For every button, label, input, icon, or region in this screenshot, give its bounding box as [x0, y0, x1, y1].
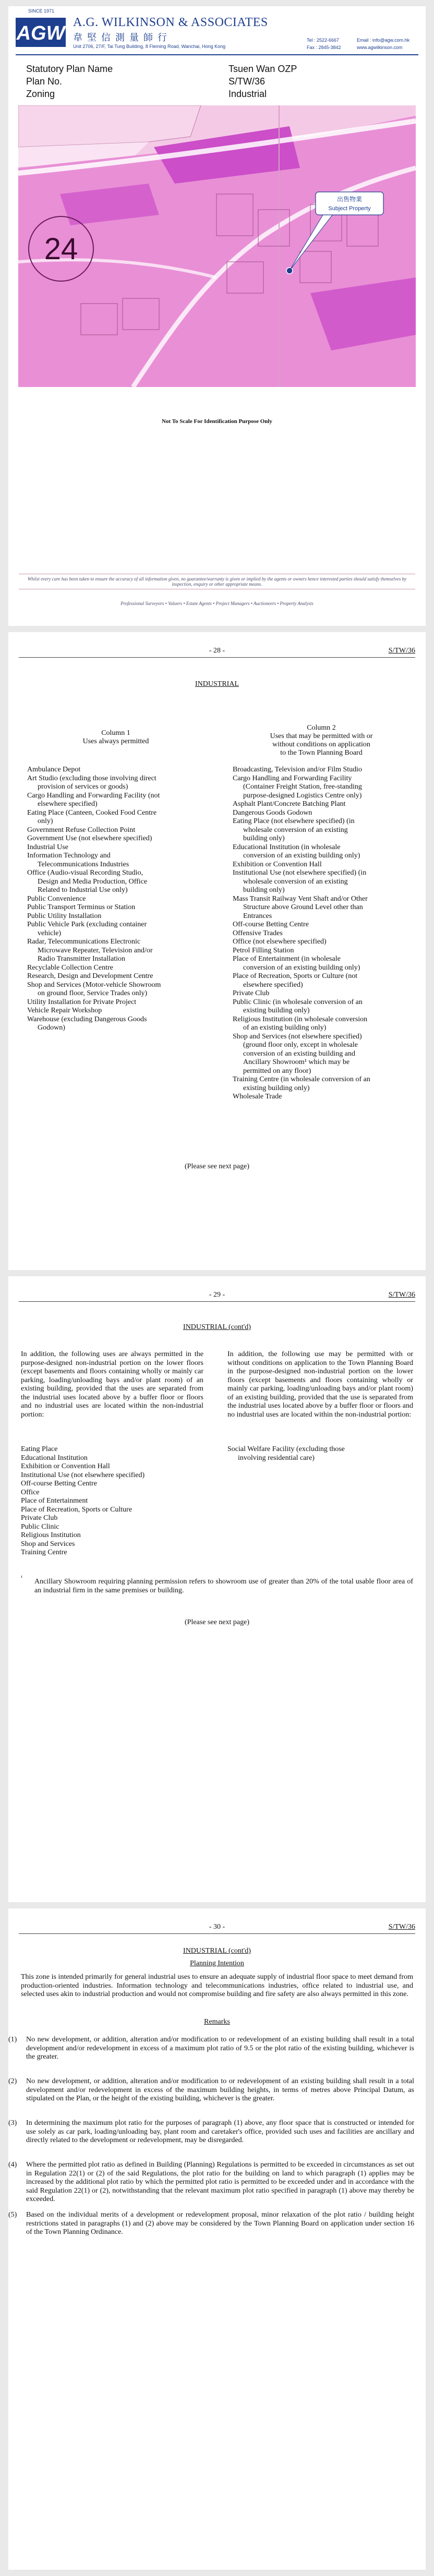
use-item-line: elsewhere specified) [243, 981, 303, 989]
remark-text: Where the permitted plot ratio as defined in Building (Planning) Regulations is permitted to be exceeded in circumstances as set out in Regulation 22(1) or (2) of the said Regulations, the plot ratio for the building on land to which paragraph (1) applies may be increased by the additional plot ratio by which the permitted plot ratio is permitted to be exceeded under and in accordance with the said Regulation 22(1) or (2), notwithstanding that the relevant maximum plot ratio specified in paragraph (1) above may thereby be exceeded. [26, 2161, 414, 2203]
use-item [27, 981, 215, 998]
use-item [27, 835, 215, 843]
plan-no-label: Plan No. [26, 76, 63, 87]
use-item [233, 955, 420, 972]
use-item-line: Shop and Services (not elsewhere specified) [233, 1032, 362, 1041]
use-item [233, 989, 420, 998]
fax: Fax : 2845-3842 [307, 45, 341, 50]
page-number: - 28 - [209, 647, 225, 655]
use-item: Religious Institution [21, 1531, 81, 1539]
use-item-line: Radar, Telecommunications Electronic [27, 938, 141, 946]
footer-services: Professional Surveyors • Valuers • Estate Agents • Project Managers • Auctioneers • Property Analysts [120, 601, 314, 606]
use-item: Private Club [21, 1514, 58, 1522]
use-item: Off-course Betting Centre [21, 1480, 97, 1487]
use-item [27, 775, 215, 792]
use-item [233, 843, 420, 861]
use-item-line: Training Centre (in wholesale conversion of an [233, 1075, 370, 1083]
use-item: Shop and Services [21, 1540, 75, 1548]
disclaimer: Whilst every care has been taken to ensure the accuracy of all information given, no guarantee/warranty is given or implied by the agents or owners hence interested parties should satisfy themselves by inspection, enquiry or other appropriate means. [19, 574, 415, 589]
use-item-line: Design and Media Production, Office [38, 877, 148, 886]
company-name-cn: 韋堅信測量師行 [73, 32, 172, 43]
use-item [27, 938, 215, 964]
use-item-line: existing building only) [243, 1007, 310, 1014]
use-item-line: Industrial Use [27, 843, 68, 851]
use-item-line: Exhibition or Convention Hall [233, 860, 322, 868]
use-item-line: Cargo Handling and Forwarding Facility (not [27, 791, 160, 800]
zone-title: INDUSTRIAL (cont'd) [183, 1947, 251, 1955]
next-page-note: (Please see next page) [185, 1618, 249, 1626]
top-rule [19, 1933, 415, 1934]
use-item [27, 1015, 215, 1033]
zone-title: INDUSTRIAL [195, 680, 239, 688]
zone-title: INDUSTRIAL (cont'd) [183, 1323, 251, 1331]
next-page-note: (Please see next page) [185, 1163, 249, 1170]
use-item-line: (Container Freight Station, free-standing [243, 783, 362, 791]
use-item: Place of Entertainment [21, 1497, 88, 1505]
use-item [233, 869, 420, 895]
use-item-line: Recyclable Collection Centre [27, 963, 113, 972]
zoning-label: Zoning [26, 89, 55, 99]
column1-uses [27, 766, 215, 1033]
use-item-line: of an existing building only) [243, 1024, 327, 1032]
use-item-line: building only) [243, 835, 285, 842]
use-item-line: Ancillary Showroom¹ which may be [243, 1058, 350, 1066]
use-item: Public Clinic [21, 1522, 59, 1531]
use-item-line: Ambulance Depot [27, 766, 81, 773]
ozp-page-30 [8, 1908, 426, 2570]
use-item [233, 766, 420, 775]
use-item-line: Government Use (not elsewhere specified) [27, 835, 152, 842]
use-item-line: Public Vehicle Park (excluding container [27, 921, 147, 928]
remark-number: (5) [8, 2211, 17, 2219]
use-item [233, 929, 420, 938]
website: www.agwilkinson.com [357, 45, 403, 50]
use-item: Eating Place [21, 1445, 58, 1453]
use-item-line: vehicle) [38, 929, 62, 937]
use-item [27, 912, 215, 921]
zoning-map [18, 105, 416, 387]
use-item [233, 800, 420, 809]
use-item [233, 921, 420, 929]
use-item-line: Off-course Betting Centre [233, 921, 309, 928]
use-item-line: Warehouse (excluding Dangerous Goods [27, 1015, 147, 1023]
use-item-line: wholesale conversion of an existing [243, 826, 348, 834]
use-item-line: building only) [243, 886, 285, 894]
use-item-line: Eating Place (Canteen, Cooked Food Centre [27, 808, 157, 817]
use-item-line: Utility Installation for Private Project [27, 998, 137, 1006]
use-item [27, 1007, 215, 1015]
plan-name-row [26, 64, 412, 76]
remark-number: (3) [8, 2119, 17, 2127]
column1-desc: Uses always permitted [82, 737, 149, 745]
use-item-line: Research, Design and Development Centre [27, 972, 153, 980]
use-item-line: Public Transport Terminus or Station [27, 903, 136, 911]
use-item [27, 792, 215, 809]
use-item [233, 1093, 420, 1102]
use-item-line: Institutional Use (not elsewhere specified) (in [233, 869, 367, 877]
remark-3 [8, 2119, 414, 2145]
use-item: Institutional Use (not elsewhere specified) [21, 1471, 145, 1479]
use-item [233, 1075, 420, 1093]
since-label: SINCE 1971 [28, 8, 55, 14]
use-item-line: Structure above Ground Level other than [243, 903, 363, 911]
use-item-line: Place of Recreation, Sports or Culture (not [233, 972, 358, 980]
column1-label: Column 1 [101, 729, 130, 737]
use-item [233, 998, 420, 1015]
use-item-line: Entrances [243, 912, 272, 920]
map-callout-en: Subject Property [328, 205, 371, 212]
use-item-line: Petrol Filling Station [233, 946, 294, 954]
remark-text: In determining the maximum plot ratio for the purposes of paragraph (1) above, any floor space that is constructed or intended for use solely as car park, loading/unloading bay, plant room and caretaker's office, provided such uses and facilities are ancillary and directly related to the development or redevelopment, may be disregarded. [26, 2119, 414, 2144]
use-item-line: Shop and Services (Motor-vehicle Showroom [27, 981, 161, 989]
use-item-line: Public Clinic (in wholesale conversion of an [233, 998, 363, 1006]
remark-number: (1) [8, 2036, 17, 2043]
use-item-line: Religious Institution (in wholesale conversion [233, 1015, 368, 1023]
use-item-line: Public Utility Installation [27, 912, 102, 920]
use-item: Place of Recreation, Sports or Culture [21, 1505, 132, 1514]
map-callout-cn: 出售物業 [336, 196, 363, 203]
top-rule [19, 1301, 415, 1302]
use-item [27, 843, 215, 852]
use-item [233, 775, 420, 801]
use-item [27, 766, 215, 775]
use-item [233, 809, 420, 818]
planning-intention-heading: Planning Intention [190, 1960, 244, 1967]
use-item-line: conversion of an existing building only) [243, 852, 360, 860]
use-item-line: Godown) [38, 1024, 65, 1032]
use-item-line: Private Club [233, 989, 270, 997]
use-item-line: Dangerous Goods Godown [233, 808, 312, 817]
use-item-line: Educational Institution (in wholesale [233, 843, 341, 851]
use-item-line: Cargo Handling and Forwarding Facility [233, 774, 352, 782]
use-item-line: Office (not elsewhere specified) [233, 938, 327, 946]
svg-text:AGW: AGW [16, 22, 65, 44]
use-item-line: purpose-designed Logistics Centre only) [243, 791, 362, 800]
map-note: Not To Scale For Identification Purpose Only [162, 418, 272, 425]
footnote: Ancillary Showroom requiring planning permission refers to showroom use of greater than 20% of the total usable floor area of an industrial firm in the same premises or building. [34, 1578, 413, 1594]
use-item: Educational Institution [21, 1454, 88, 1462]
planning-intention-text: This zone is intended primarily for general industrial uses to ensure an adequate supply of industrial floor space to meet demand from production-oriented industries. Information technology and telecommunications industries, office related to industrial use, and selected uses akin to industrial production and would not compromise building and fire safety are also always permitted in this zone. [21, 1973, 413, 1998]
remark-number: (2) [8, 2077, 17, 2085]
use-item-line: Vehicle Repair Workshop [27, 1007, 102, 1014]
tel: Tel : 2522-6667 [307, 38, 340, 43]
header-rule [16, 54, 418, 55]
use-item-line: Place of Entertainment (in wholesale [233, 955, 341, 963]
remark-number: (4) [8, 2161, 17, 2169]
always-permitted-list [21, 1445, 209, 1557]
use-item-line: permitted on any floor) [243, 1067, 311, 1075]
column1-heading [27, 729, 204, 746]
remark-5 [8, 2211, 414, 2237]
remark-text: Based on the individual merits of a development or redevelopment proposal, minor relaxation of the plot ratio / building height restrictions stated in paragraphs (1) and (2) above may be considered by the Town Planning Board on application under section 16 of the Town Planning Ordinance. [26, 2211, 414, 2236]
use-item-line: Eating Place (not elsewhere specified) (in [233, 817, 355, 825]
ozp-page-29 [8, 1276, 426, 1902]
use-item [27, 895, 215, 904]
column2-desc-2: without conditions on application [272, 741, 370, 748]
column2-uses [233, 766, 420, 1102]
use-item [27, 964, 215, 973]
use-item: Social Welfare Facility (excluding those [227, 1445, 345, 1453]
use-item [27, 903, 215, 912]
use-item-line: conversion of an existing building and [243, 1049, 356, 1058]
column2-desc-1: Uses that may be permitted with or [270, 732, 373, 740]
use-item: Office [21, 1488, 40, 1496]
use-item-line: Government Refuse Collection Point [27, 826, 136, 834]
remark-text: No new development, or addition, alteration and/or modification to or redevelopment of an existing building shall result in a total development and/or redevelopment in excess of the maximum building heights, in terms of metres above Principal Datum, as stipulated on the Plan, or the height of the existing building, whichever is the greater. [26, 2077, 414, 2102]
letterhead [8, 6, 426, 54]
use-item-line: Microwave Repeater, Television and/or [38, 946, 153, 954]
use-item-line: wholesale conversion of an existing [243, 877, 348, 886]
map-area-number: 24 [44, 232, 78, 266]
use-item: Exhibition or Convention Hall [21, 1462, 110, 1470]
use-item [233, 947, 420, 956]
plan-ref: S/TW/36 [388, 647, 415, 655]
use-item [27, 972, 215, 981]
use-item [27, 826, 215, 835]
company-logo [16, 14, 66, 48]
use-item [233, 1033, 420, 1076]
use-item-line: Information Technology and [27, 852, 111, 860]
email: Email : info@agw.com.hk [357, 38, 410, 43]
column2-label: Column 2 [307, 724, 336, 732]
always-permitted-para: In addition, the following uses are always permitted in the purpose-designed non-industrial portion on the lower floors (except basements and floors containing wholly or mainly car parking, loading/unloading bays and/or plant room) of an existing building, provided that the uses are separated from the industrial uses located above by a buffer floor or floors and no industrial uses are located within the non-industrial portion: [21, 1350, 203, 1419]
remarks-heading: Remarks [204, 2018, 230, 2026]
use-item-line: only) [38, 817, 53, 825]
use-item-line: Telecommunications Industries [38, 860, 129, 868]
use-item-line: Office (Audio-visual Recording Studio, [27, 869, 143, 877]
footnote-mark: ¹ [21, 1575, 23, 1581]
ozp-page-28 [8, 632, 426, 1270]
use-item: involving residential care) [238, 1454, 315, 1462]
use-item-line: Radio Transmitter Installation [38, 955, 125, 963]
remark-2 [8, 2077, 414, 2103]
column2-heading [227, 724, 415, 757]
plan-ref: S/TW/36 [388, 1923, 415, 1931]
use-item-line: Wholesale Trade [233, 1093, 282, 1100]
column2-desc-3: to the Town Planning Board [280, 749, 363, 757]
use-item-line: (ground floor only, except in wholesale [243, 1041, 358, 1049]
use-item-line: Art Studio (excluding those involving direct [27, 774, 156, 782]
zoning-value: Industrial [228, 89, 267, 99]
use-item [233, 1015, 420, 1033]
use-item [27, 869, 215, 895]
use-item [233, 817, 420, 843]
use-item-line: elsewhere specified) [38, 800, 98, 808]
use-item-line: Mass Transit Railway Vent Shaft and/or Other [233, 894, 368, 903]
use-item-line: Related to Industrial Use only) [38, 886, 128, 894]
company-address: Unit 2706, 27/F, Tai Tung Building, 8 Fleming Road, Wanchai, Hong Kong [73, 44, 226, 49]
remark-text: No new development, or addition, alteration and/or modification to or redevelopment of an existing building shall result in a total development and/or redevelopment in excess of a maximum plot ratio of 9.5 or the plot ratio of the existing building, whichever is the greater. [26, 2036, 414, 2061]
cover-page [8, 6, 426, 626]
application-para: In addition, the following use may be permitted with or without conditions on application to the Town Planning Board in the purpose-designed non-industrial portion on the lower floors (except basements and floors containing wholly or mainly car parking, loading/unloading bays and/or plant room) of an existing building, provided that the use is separated from the industrial uses located above by a buffer floor or floors and no industrial uses are located within the non-industrial portion: [227, 1350, 413, 1419]
remark-1 [8, 2036, 414, 2062]
page-number: - 29 - [209, 1291, 225, 1299]
plan-no-row [26, 76, 412, 89]
use-item [233, 895, 420, 921]
plan-details [26, 64, 412, 101]
use-item-line: Asphalt Plant/Concrete Batching Plant [233, 800, 346, 808]
page-number: - 30 - [209, 1923, 225, 1931]
remark-4 [8, 2161, 414, 2204]
use-item [233, 938, 420, 947]
plan-ref: S/TW/36 [388, 1291, 415, 1299]
use-item-line: Public Convenience [27, 894, 86, 903]
use-item [27, 852, 215, 869]
use-item-line: on ground floor, Service Trades only) [38, 989, 148, 997]
zoning-row [26, 89, 412, 101]
plan-name-label: Statutory Plan Name [26, 64, 113, 74]
use-item-line: conversion of an existing building only) [243, 963, 360, 972]
use-item [233, 861, 420, 869]
plan-no-value: S/TW/36 [228, 76, 266, 87]
use-item [27, 809, 215, 826]
application-list [227, 1445, 415, 1462]
use-item-line: existing building only) [243, 1084, 310, 1092]
use-item [27, 998, 215, 1007]
plan-name-value: Tsuen Wan OZP [228, 64, 297, 74]
use-item [27, 921, 215, 938]
use-item-line: Broadcasting, Television and/or Film Studio [233, 766, 363, 773]
use-item-line: provision of services or goods) [38, 783, 128, 791]
use-item: Training Centre [21, 1549, 67, 1556]
company-name: A.G. WILKINSON & ASSOCIATES [73, 16, 268, 29]
use-item [233, 972, 420, 989]
use-item-line: Offensive Trades [233, 929, 283, 937]
top-rule [19, 657, 415, 658]
